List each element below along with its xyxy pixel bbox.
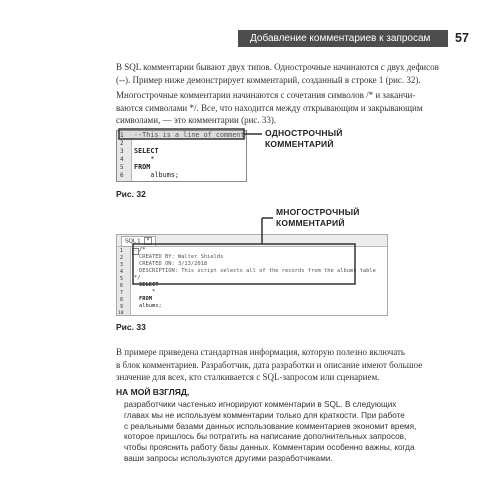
code-line: /* <box>139 247 146 253</box>
paragraph-line: символами, — это комментарии (рис. 33). <box>116 115 277 125</box>
code-line: SELECT <box>139 282 159 288</box>
note-line: которое пришлось бы потратить на написание дополнительных запросов, <box>124 432 407 442</box>
code-line: albums; <box>134 171 180 179</box>
line-number: 9 <box>120 304 124 310</box>
single-line-highlight-box <box>119 129 244 139</box>
callout-line: МНОГОСТРОЧНЫЙ <box>276 207 360 217</box>
line-number: 5 <box>120 276 124 282</box>
line-number: 8 <box>120 297 124 303</box>
note-line: разработчики частенько игнорируют комментарии в SQL. В следующих <box>124 400 397 409</box>
code-line: * <box>134 155 155 163</box>
close-tab-icon[interactable]: × <box>144 237 152 245</box>
note-line: с реальными базами данных использование комментариев экономит время, <box>124 421 417 431</box>
code-line: SELECT <box>134 147 159 155</box>
line-number: 1 <box>120 248 124 254</box>
code-line: FROM <box>134 163 151 171</box>
code-comment-line: DESCRIPTION: This script selects all of the records from the albums table <box>139 268 376 274</box>
note-line: ваши запросы используются другими разработчиками. <box>124 453 333 463</box>
code-line: FROM <box>139 296 152 302</box>
code-comment-line: CREATED ON: 3/13/2018 <box>139 261 208 267</box>
line-number: 2 <box>120 140 124 147</box>
fold-toggle-icon[interactable]: − <box>132 248 139 255</box>
code-line: albums; <box>139 303 162 309</box>
line-number: 3 <box>120 262 124 268</box>
line-number: 1 <box>120 132 124 139</box>
line-number: 5 <box>120 164 124 171</box>
line-number: 4 <box>120 156 124 163</box>
note-line: главах мы не используем комментарии только для краткости. При работе <box>124 410 405 420</box>
code-line: */ <box>134 275 141 281</box>
callout-line: КОММЕНТАРИЙ <box>276 217 345 228</box>
page-number: 57 <box>455 31 469 45</box>
multi-line-highlight-box <box>133 244 355 284</box>
note-body <box>124 400 454 465</box>
paragraph-line: Многострочные комментарии начинаются с сочетания символов /* и заканчи- <box>116 90 416 100</box>
callout-line: ОДНОСТРОЧНЫЙ <box>265 128 343 138</box>
paragraph-line: значение для всех, кто сталкивается с SQL-запросом или сценарием. <box>116 372 380 382</box>
note-title: НА МОЙ ВЗГЛЯД, <box>116 387 190 397</box>
paragraph-comment-info <box>116 346 452 384</box>
line-number: 2 <box>120 255 124 261</box>
figure-caption-33: Рис. 33 <box>116 322 146 332</box>
line-number: 6 <box>120 172 124 179</box>
note-line: чтобы прояснить работу базы данных. Комментарии особенно важны, когда <box>124 443 415 453</box>
figure-caption-32: Рис. 32 <box>116 189 146 199</box>
paragraph-line: (--). Пример ниже демонстрирует комментарий, созданный в строке 1 (рис. 32). <box>116 74 421 85</box>
paragraph-line: ваются символами */. Все, что находится между открывающим и закрывающим <box>116 102 423 113</box>
running-header-title: Добавление комментариев к запросам <box>250 33 431 44</box>
line-number: 10 <box>118 311 124 316</box>
code-line: * <box>139 289 156 295</box>
code-comment-line: --This is a line of comment <box>134 131 245 139</box>
tab-label: SQL 1 <box>125 238 141 245</box>
paragraph-line: в блок комментариев. Разработчик, дата разработки и описание имеют большое <box>116 359 423 370</box>
code-comment-line: CREATED BY: Walter Shields <box>139 254 224 260</box>
callout-line: КОММЕНТАРИЙ <box>265 138 334 149</box>
line-number: 6 <box>120 283 124 289</box>
line-number: 4 <box>120 269 124 275</box>
paragraph-line: В SQL комментарии бывают двух типов. Однострочные начинаются с двух дефисов <box>116 62 439 72</box>
line-number: 7 <box>120 290 124 296</box>
paragraph-line: В примере приведена стандартная информация, которую полезно включать <box>116 347 406 357</box>
line-number: 3 <box>120 148 124 155</box>
